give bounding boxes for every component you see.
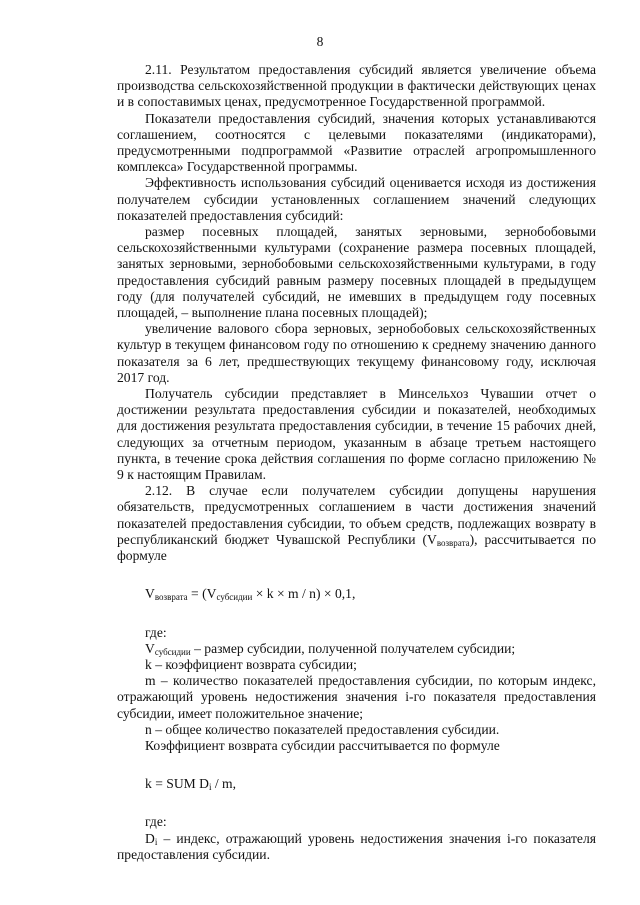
formula-part: × k × m / n) × 0,1, <box>252 586 356 602</box>
definition-d <box>117 831 596 863</box>
paragraph-2-12 <box>117 483 596 564</box>
where-label: где: <box>145 814 167 830</box>
paragraph-2-11: 2.11. Результатом предоставления субсидий является увеличение объема производства сельскохозяйственной продукции в фактически действующих ценах и в сопоставимых ценах, предусмотренное Государственной программой. <box>117 62 596 110</box>
subscript: i <box>154 836 158 847</box>
definition-v-subsidy <box>117 641 596 657</box>
page-number: 8 <box>316 34 324 49</box>
where-label: где: <box>145 624 167 640</box>
text-run: – индекс, отражающий уровень недостижения значения i-го показателя предоставления субсидии. <box>117 830 596 862</box>
document-body <box>117 62 596 863</box>
paragraph-coefficient: Коэффициент возврата субсидии рассчитывается по формуле <box>145 737 500 753</box>
definition-m: m – количество показателей предоставления субсидии, по которым индекс, отражающий уровень недостижения значения i-го показателя предоставления субсидии, имеет положительное значение; <box>117 673 596 721</box>
subscript: субсидии <box>216 592 253 603</box>
paragraph-report: Получатель субсидии представляет в Минсельхоз Чувашии отчет о достижении результата предоставления субсидии и показателей, необходимых для достижения результата предоставления субсидии, в течение 15 рабочих дней, следующих за отчетным периодом, указанным в абзаце третьем настоящего пункта, в течение срока действия соглашения по форме согласно приложению № 9 к настоящим Правилам. <box>117 386 596 483</box>
text-run: – размер субсидии, полученной получателем субсидии; <box>190 640 516 656</box>
paragraph-gross-harvest: увеличение валового сбора зерновых, зернобобовых сельскохозяйственных культур в текущем финансовом году по отношению к среднему значению данного показателя за 6 лет, предшествующих текущему финансовому году, исключая 2017 год. <box>117 321 596 385</box>
subscript: возврата <box>154 592 188 603</box>
formula-part: / m, <box>211 776 237 792</box>
subscript: i <box>208 782 212 793</box>
paragraph-sown-area: размер посевных площадей, занятых зерновыми, зернобобовыми сельскохозяйственными культурами (сохранение размера посевных площадей, занятых зерновыми, зернобобовыми сельскохозяйственными культурами, в году предоставления субсидий равным размеру посевных площадей в предыдущем году (для получателей субсидий, не имевших в предыдущем году посевных площадей, – выполнение плана посевных площадей); <box>117 224 596 321</box>
text-run: V <box>145 640 155 656</box>
formula-part: V <box>145 586 155 602</box>
text-run: ), рассчитывается по формуле <box>117 531 596 564</box>
paragraph-indicators: Показатели предоставления субсидий, значения которых устанавливаются соглашением, соотносятся с целевыми показателями (индикаторами), предусмотренными подпрограммой «Развитие отраслей агропромышленного комплекса» Государственной программы. <box>117 110 596 175</box>
formula-coefficient <box>117 776 596 792</box>
definition-n: n – общее количество показателей предоставления субсидии. <box>145 721 500 737</box>
subscript: возврата <box>436 537 470 548</box>
text-run: D <box>145 830 155 846</box>
formula-part: = (V <box>187 586 217 602</box>
formula-return-volume <box>117 586 596 602</box>
text-run: 2.12. В случае если получателем субсидии допущены нарушения обязательств, предусмотренных соглашением в части достижения значений показателей предоставления субсидии, то объем средств, подлежащих возврату в республиканский бюджет Чувашской Республики (V <box>117 483 596 547</box>
paragraph-efficiency: Эффективность использования субсидий оценивается исходя из достижения получателем субсидии установленных соглашением значений следующих показателей предоставления субсидий: <box>117 175 596 223</box>
definition-k: k – коэффициент возврата субсидии; <box>145 656 357 672</box>
formula-part: k = SUM D <box>145 776 209 792</box>
subscript: субсидии <box>154 646 191 657</box>
